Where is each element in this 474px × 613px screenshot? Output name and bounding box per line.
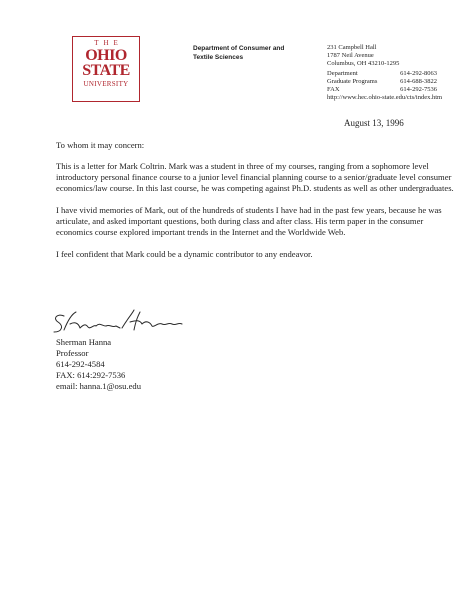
contact-label: FAX xyxy=(327,86,340,93)
salutation: To whom it may concern: xyxy=(56,140,145,150)
department-line: Textile Sciences xyxy=(193,54,244,61)
signer-phone: 614-292-4584 xyxy=(56,359,105,369)
logo-state: STATE xyxy=(82,62,130,79)
signer-name: Sherman Hanna xyxy=(56,337,112,347)
contact-label: Department xyxy=(327,70,358,77)
website-link[interactable]: http://www.hec.ohio-state.edu/cts/index.htm xyxy=(327,94,443,101)
logo-the: THE xyxy=(94,39,123,47)
address-line: Columbus, OH 43210-1295 xyxy=(327,60,400,67)
signature-block xyxy=(56,337,141,392)
mailing-address xyxy=(327,44,399,68)
ohio-state-logo xyxy=(72,36,140,102)
letter-body xyxy=(56,140,456,271)
contact-value: 614-292-7536 xyxy=(400,86,437,93)
letter-date: August 13, 1996 xyxy=(344,118,404,128)
contact-value: 614-688-3822 xyxy=(400,78,437,85)
contact-row xyxy=(327,78,437,86)
logo-ohio: OHIO xyxy=(85,47,127,64)
address-line: 1787 Neil Avenue xyxy=(327,52,374,59)
department-name xyxy=(193,44,284,62)
signer-fax: FAX: 614:292-7536 xyxy=(56,370,126,380)
body-paragraph: I have vivid memories of Mark, out of the hundreds of students I have had in the past few years, because he was articulate, and asked important questions, both during class and after class. His term paper in the consumer economics course explored important trends in the Internet and the Worldwide Web. xyxy=(56,205,442,237)
contact-label: Graduate Programs xyxy=(327,78,378,85)
address-line: 231 Campbell Hall xyxy=(327,44,377,51)
handwritten-signature xyxy=(50,308,190,338)
signer-email[interactable]: email: hanna.1@osu.edu xyxy=(56,381,141,391)
contact-row xyxy=(327,86,437,94)
signer-title: Professor xyxy=(56,348,89,358)
contact-list xyxy=(327,70,467,102)
contact-row xyxy=(327,70,437,78)
department-line: Department of Consumer and xyxy=(193,45,285,52)
body-paragraph: I feel confident that Mark could be a dynamic contributor to any endeavor. xyxy=(56,249,313,259)
body-paragraph: This is a letter for Mark Coltrin. Mark was a student in three of my courses, ranging from a sophomore level introductory personal finance course to a junior level financial planning course to a senior/graduate level consumer economics/law course. In this last course, he was competing against Ph.D. students as well as other undergraduates. xyxy=(56,161,454,193)
contact-value: 614-292-8063 xyxy=(400,70,437,77)
logo-university: UNIVERSITY xyxy=(83,80,129,88)
